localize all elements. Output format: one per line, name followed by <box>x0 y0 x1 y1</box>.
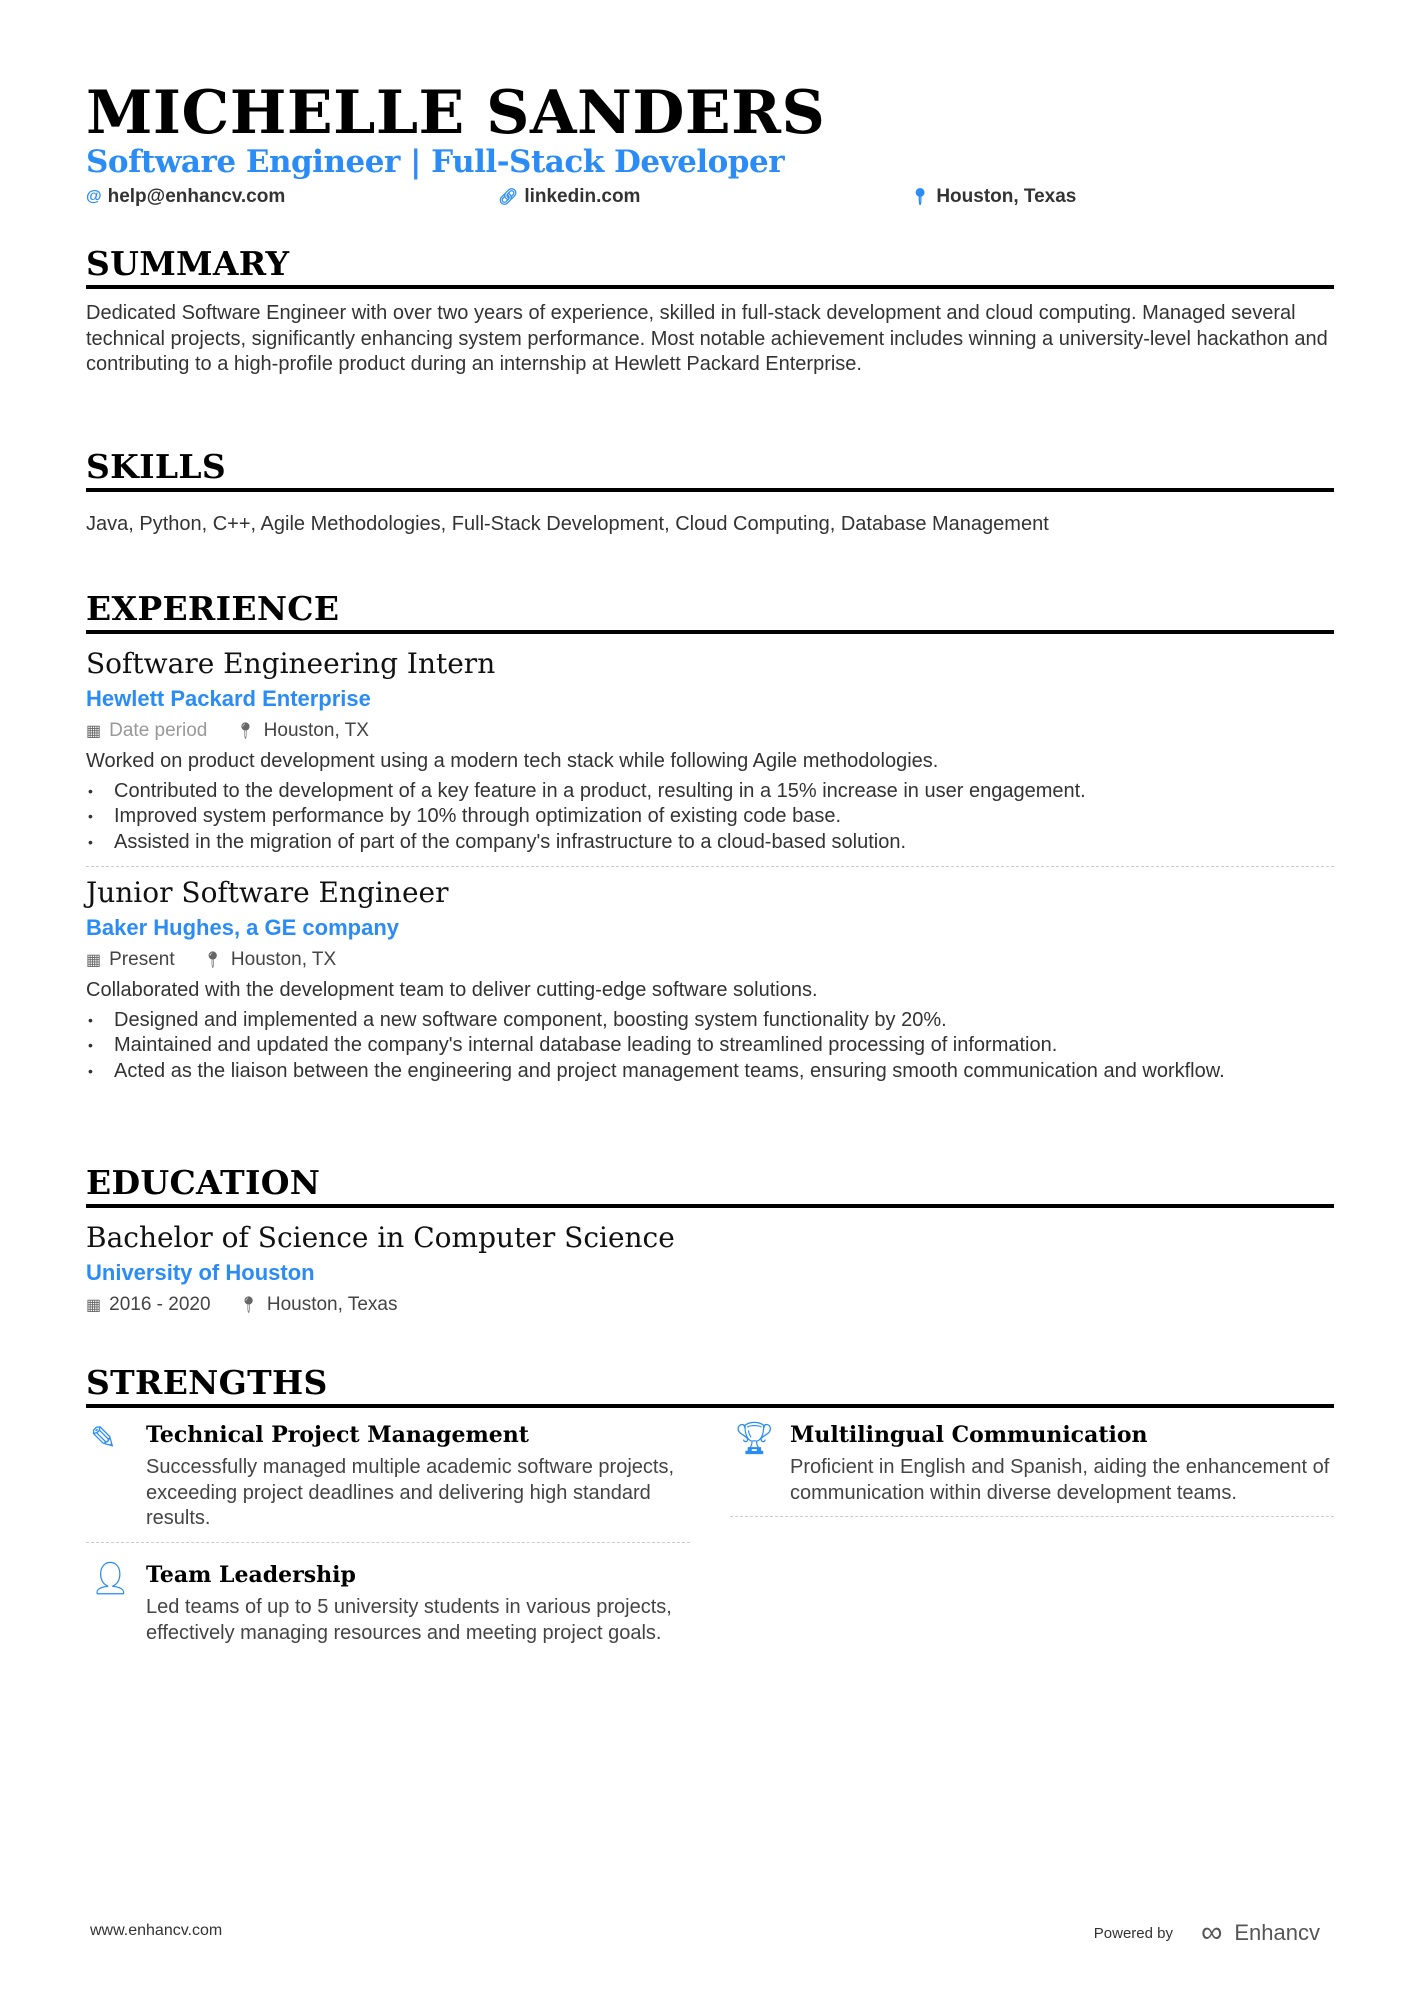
email-text: help@enhancv.com <box>107 186 286 207</box>
powered-by[interactable] <box>1094 1916 1320 1950</box>
location-pin-icon: 📍︎ <box>238 1297 259 1314</box>
job-title: Software Engineering Intern <box>86 647 496 680</box>
location-text: Houston, Texas <box>936 186 1077 207</box>
powered-by-text: Powered by <box>1093 1924 1173 1942</box>
head-icon: 👤︎ <box>90 1560 131 1596</box>
section-heading: EDUCATION <box>86 1163 1334 1208</box>
strength-text: Proficient in English and Spanish, aiding the enhancement of communication within diverse development teams. <box>790 1456 1330 1504</box>
linkedin-text: linkedin.com <box>524 186 641 207</box>
location-pin-icon: 📍︎ <box>910 189 931 206</box>
job-meta <box>86 945 1334 976</box>
summary-section <box>86 244 1334 378</box>
strength-text: Led teams of up to 5 university students in various projects, effectively managing resources and meeting project goals. <box>146 1596 672 1644</box>
bullet: • Designed and implemented a new software component, boosting system functionality by 20%. <box>86 1008 1334 1034</box>
job-location: Houston, TX <box>230 948 337 970</box>
strength-title: Multilingual Communication <box>790 1422 1148 1448</box>
strength-text: Successfully managed multiple academic software projects, exceeding project deadlines and delivering high standard results. <box>146 1456 675 1530</box>
contact-email[interactable] <box>86 186 285 208</box>
brand-name: Enhancv <box>1234 1920 1320 1945</box>
magic-wand-icon: ✎ <box>90 1420 117 1456</box>
company-name[interactable]: Hewlett Packard Enterprise <box>86 686 371 711</box>
job-date: Date period <box>109 720 208 741</box>
calendar-icon: ▦ <box>86 1297 102 1314</box>
job-description: Worked on product development using a modern tech stack while following Agile methodologies. <box>86 750 939 772</box>
summary-text: Dedicated Software Engineer with over two years of experience, skilled in full-stack development and cloud computing. Managed several technical projects, significantly enhancing system performance. Most notable achievement includes winning a university-level hackathon and contributing to a high-profile product during an internship at Hewlett Packard Enterprise. <box>86 302 1328 376</box>
education-date: 2016 - 2020 <box>109 1294 211 1315</box>
skills-section <box>86 447 1334 538</box>
candidate-name: MICHELLE SANDERS <box>86 78 826 148</box>
contact-linkedin[interactable] <box>498 186 640 208</box>
school-name[interactable]: University of Houston <box>86 1260 315 1285</box>
calendar-icon: ▦ <box>86 723 102 740</box>
link-icon: 🔗︎ <box>498 189 519 206</box>
location-pin-icon: 📍︎ <box>202 951 223 969</box>
bullet: • Acted as the liaison between the engineering and project management teams, ensuring smooth communication and workflow. <box>86 1059 1334 1085</box>
strength-title: Team Leadership <box>146 1562 356 1588</box>
section-heading: SUMMARY <box>86 244 1334 289</box>
company-name[interactable]: Baker Hughes, a GE company <box>86 914 399 940</box>
experience-section <box>86 589 1334 1085</box>
candidate-title: Software Engineer | Full-Stack Developer <box>86 144 785 180</box>
divider <box>86 866 1334 867</box>
bullet: • Maintained and updated the company's internal database leading to streamlined processing of information. <box>86 1033 1334 1059</box>
strength-item <box>730 1419 1334 1517</box>
education-meta <box>86 1290 1334 1321</box>
job-location: Houston, TX <box>263 720 369 741</box>
strength-item <box>86 1559 690 1646</box>
skills-text: Java, Python, C++, Agile Methodologies, Full-Stack Development, Cloud Computing, Database Management <box>86 513 1049 535</box>
strengths-section <box>86 1363 1334 1683</box>
location-pin-icon: 📍︎ <box>235 723 256 740</box>
job-description: Collaborated with the development team to deliver cutting-edge software solutions. <box>86 978 818 1001</box>
job-entry <box>86 646 1334 856</box>
footer-url[interactable]: www.enhancv.com <box>90 1922 223 1939</box>
job-entry <box>86 875 1334 1085</box>
footer <box>90 1916 1320 1949</box>
job-date: Present <box>109 948 175 970</box>
bullet: • Contributed to the development of a key feature in a product, resulting in a 15% increase in user engagement. <box>86 779 1334 805</box>
bullet: • Assisted in the migration of part of the company's infrastructure to a cloud-based solution. <box>86 830 1334 856</box>
strength-title: Technical Project Management <box>146 1422 529 1448</box>
at-icon: @ <box>86 188 102 205</box>
section-heading: STRENGTHS <box>86 1363 1334 1408</box>
strength-item <box>86 1419 690 1543</box>
trophy-icon: 🏆︎ <box>734 1420 775 1456</box>
calendar-icon: ▦ <box>86 951 102 969</box>
enhancv-logo-icon: ∞ <box>1200 1916 1223 1949</box>
education-section <box>86 1163 1334 1321</box>
job-meta <box>86 716 1334 747</box>
section-heading: EXPERIENCE <box>86 589 1334 634</box>
section-heading: SKILLS <box>86 447 1334 492</box>
degree-title: Bachelor of Science in Computer Science <box>86 1221 675 1254</box>
divider <box>86 1542 690 1543</box>
divider <box>730 1516 1334 1517</box>
job-bullets <box>86 1008 1334 1085</box>
contact-location <box>910 186 1076 208</box>
education-location: Houston, Texas <box>266 1294 398 1315</box>
job-title: Junior Software Engineer <box>86 875 449 909</box>
job-bullets <box>86 779 1334 856</box>
bullet: • Improved system performance by 10% through optimization of existing code base. <box>86 804 1334 830</box>
